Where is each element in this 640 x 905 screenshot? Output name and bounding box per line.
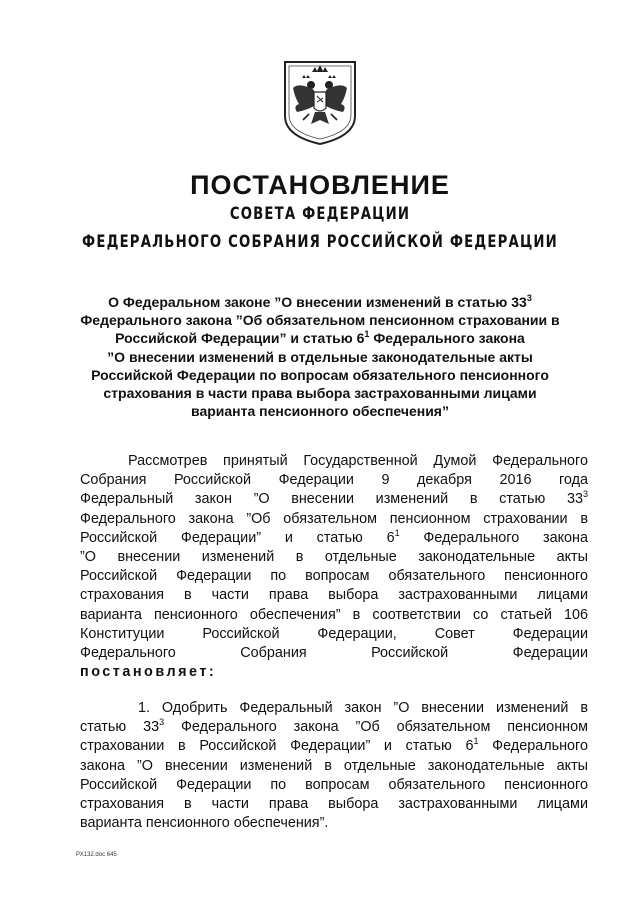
preamble-line: страхования в части права выбора застрахованными лицами: [80, 587, 588, 604]
document-footer-code: РХ132.doc 645: [76, 852, 117, 858]
preamble-line: Рассмотрев принятый Государственной Думой Федерального: [128, 453, 588, 469]
title-line: Российской Федерации по вопросам обязательного пенсионного: [91, 366, 549, 383]
preamble-line: Федерального закона ”Об обязательном пенсионном страховании в: [80, 510, 588, 527]
title-line: варианта пенсионного обеспечения”: [191, 403, 449, 420]
preamble-line: Российской Федерации” и статью $6^1$ Федерального закона: [80, 527, 588, 546]
title-line: страхования в части права выбора застрахованными лицами: [103, 385, 537, 402]
issuer-line-2: ФЕДЕРАЛЬНОГО СОБРАНИЯ РОССИЙСКОЙ ФЕДЕРАЦИИ: [82, 232, 558, 252]
title-line: Федерального закона ”Об обязательном пенсионном страховании в: [80, 312, 560, 329]
clause-1-paragraph: [80, 699, 588, 833]
preamble-line: Собрания Российской Федерации 9 декабря 2016 года: [80, 472, 588, 489]
clause-line: закона ”О внесении изменений в отдельные законодательные акты: [80, 757, 588, 774]
preamble-line: Российской Федерации по вопросам обязательного пенсионного: [80, 568, 588, 585]
preamble-line: Конституции Российской Федерации, Совет Федерации: [80, 625, 588, 642]
resolution-title: [48, 293, 592, 420]
clause-line: страхования в части права выбора застрахованными лицами: [80, 795, 588, 812]
clause-line: страховании в Российской Федерации” и статью $6^1$ Федерального: [80, 736, 588, 755]
clause-line: варианта пенсионного обеспечения”.: [80, 815, 329, 832]
resolves-keyword: постановляет:: [80, 664, 217, 681]
clause-line: статью $33^3$ Федерального закона ”Об обязательном пенсионном: [80, 717, 588, 736]
title-line: Российской Федерации” и статью $6^1$ Федерального закона: [115, 329, 525, 347]
clause-line: Российской Федерации по вопросам обязательного пенсионного: [80, 776, 588, 793]
preamble-paragraph: [80, 452, 588, 682]
clause-line: 1. Одобрить Федеральный закон ”О внесении изменений в: [138, 700, 588, 716]
title-line: О Федеральном законе ”О внесении изменений в статью $33^3$: [108, 293, 532, 310]
issuer-line-1: СОВЕТА ФЕДЕРАЦИИ: [229, 204, 411, 224]
preamble-line: Федеральный закон ”О внесении изменений в статью $33^3$: [80, 489, 588, 508]
preamble-line: варианта пенсионного обеспечения” в соответствии со статьей 106: [80, 606, 588, 623]
title-line: ”О внесении изменений в отдельные законодательные акты: [107, 348, 533, 365]
preamble-line: Федерального Собрания Российской Федерации: [80, 644, 588, 661]
coat-of-arms-icon: [281, 58, 359, 146]
preamble-line: ”О внесении изменений в отдельные законодательные акты: [80, 548, 588, 565]
document-type-title: ПОСТАНОВЛЕНИЕ: [190, 170, 450, 200]
